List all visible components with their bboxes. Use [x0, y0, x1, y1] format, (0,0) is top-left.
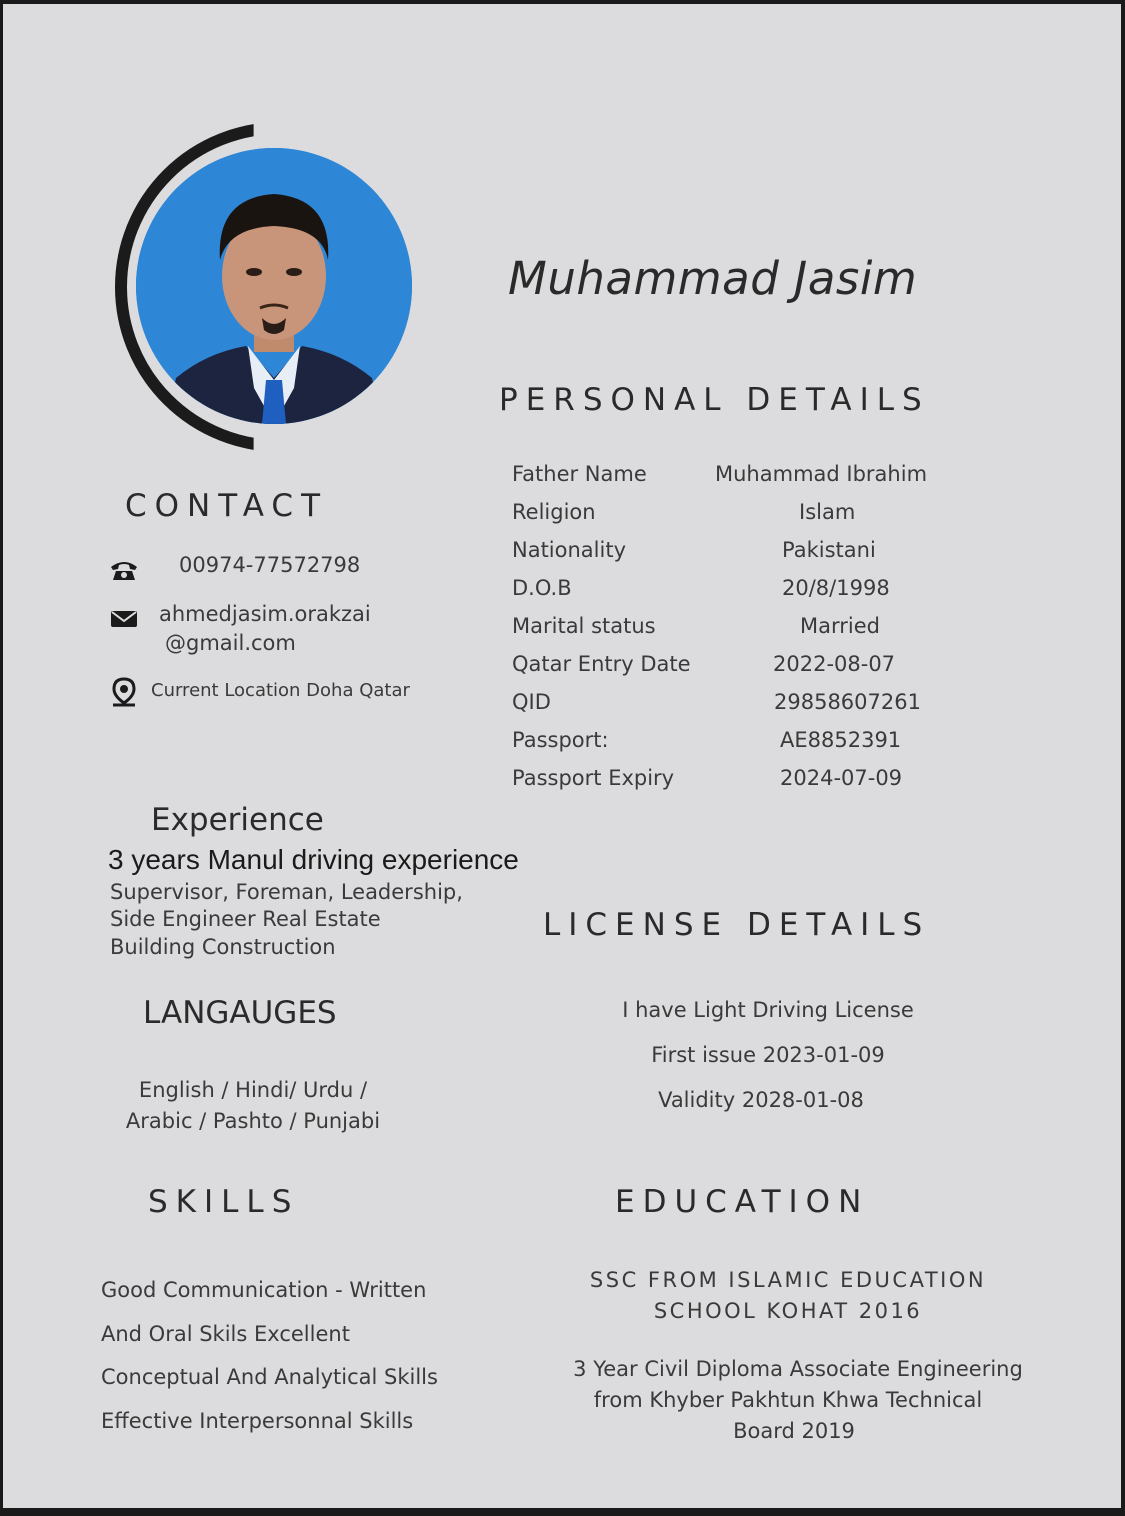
person-portrait-icon	[136, 148, 412, 424]
location-pin-icon	[110, 677, 138, 707]
education-title: EDUCATION	[615, 1184, 870, 1220]
skill-item: Good Communication - Written	[101, 1278, 427, 1302]
languages-line1: English / Hindi/ Urdu /	[138, 1078, 368, 1102]
resume-page	[3, 4, 1121, 1508]
experience-line: Supervisor, Foreman, Leadership,	[110, 880, 463, 904]
pd-value: Pakistani	[782, 538, 876, 562]
pd-label: Passport Expiry	[512, 766, 675, 790]
experience-title: Experience	[151, 802, 324, 838]
pd-value: 20/8/1998	[782, 576, 890, 600]
pd-value: 29858607261	[774, 690, 921, 714]
education-diploma-line: 3 Year Civil Diploma Associate Engineering	[573, 1357, 1023, 1381]
pd-value: Islam	[799, 500, 856, 524]
pd-label: Father Name	[512, 462, 647, 486]
experience-line: Side Engineer Real Estate	[110, 907, 381, 931]
pd-value: 2022-08-07	[773, 652, 896, 676]
pd-label: Marital status	[512, 614, 656, 638]
experience-headline: 3 years Manul driving experience	[108, 844, 519, 875]
contact-email-line1: ahmedjasim.orakzai	[159, 602, 371, 626]
skill-item: Conceptual And Analytical Skills	[101, 1365, 438, 1389]
education-diploma-line: from Khyber Pakhtun Khwa Technical	[593, 1388, 983, 1412]
contact-phone: 00974-77572798	[179, 553, 361, 577]
license-line: Validity 2028-01-08	[658, 1088, 864, 1112]
languages-title: LANGAUGES	[143, 995, 337, 1031]
personal-details-title: PERSONAL DETAILS	[499, 382, 930, 418]
pd-label: QID	[512, 690, 551, 714]
contact-location: Current Location Doha Qatar	[151, 680, 410, 701]
pd-value: Muhammad Ibrahim	[715, 462, 928, 486]
pd-value: AE8852391	[780, 728, 902, 752]
skill-item: Effective Interpersonnal Skills	[101, 1409, 414, 1433]
email-icon	[110, 610, 138, 628]
pd-label: Religion	[512, 500, 596, 524]
contact-title: CONTACT	[125, 488, 329, 524]
languages-line2: Arabic / Pashto / Punjabi	[125, 1109, 381, 1133]
pd-label: Nationality	[512, 538, 627, 562]
candidate-name: Muhammad Jasim	[508, 252, 918, 305]
pd-value: 2024-07-09	[780, 766, 903, 790]
license-line: I have Light Driving License	[622, 998, 914, 1022]
skill-item: And Oral Skils Excellent	[101, 1322, 350, 1346]
experience-line: Building Construction	[110, 935, 336, 959]
pd-label: D.O.B	[512, 576, 572, 600]
pd-label: Qatar Entry Date	[512, 652, 691, 676]
education-diploma-line: Board 2019	[733, 1419, 855, 1443]
phone-icon	[109, 559, 139, 581]
education-ssc-line1: SSC FROM ISLAMIC EDUCATION	[589, 1268, 987, 1292]
pd-value: Married	[800, 614, 880, 638]
license-details-title: LICENSE DETAILS	[543, 907, 931, 943]
contact-email-line2: @gmail.com	[165, 631, 296, 655]
profile-photo	[136, 148, 412, 424]
education-ssc-line2: SCHOOL KOHAT 2016	[653, 1299, 923, 1323]
license-line: First issue 2023-01-09	[651, 1043, 885, 1067]
skills-title: SKILLS	[148, 1184, 300, 1220]
pd-label: Passport:	[512, 728, 609, 752]
